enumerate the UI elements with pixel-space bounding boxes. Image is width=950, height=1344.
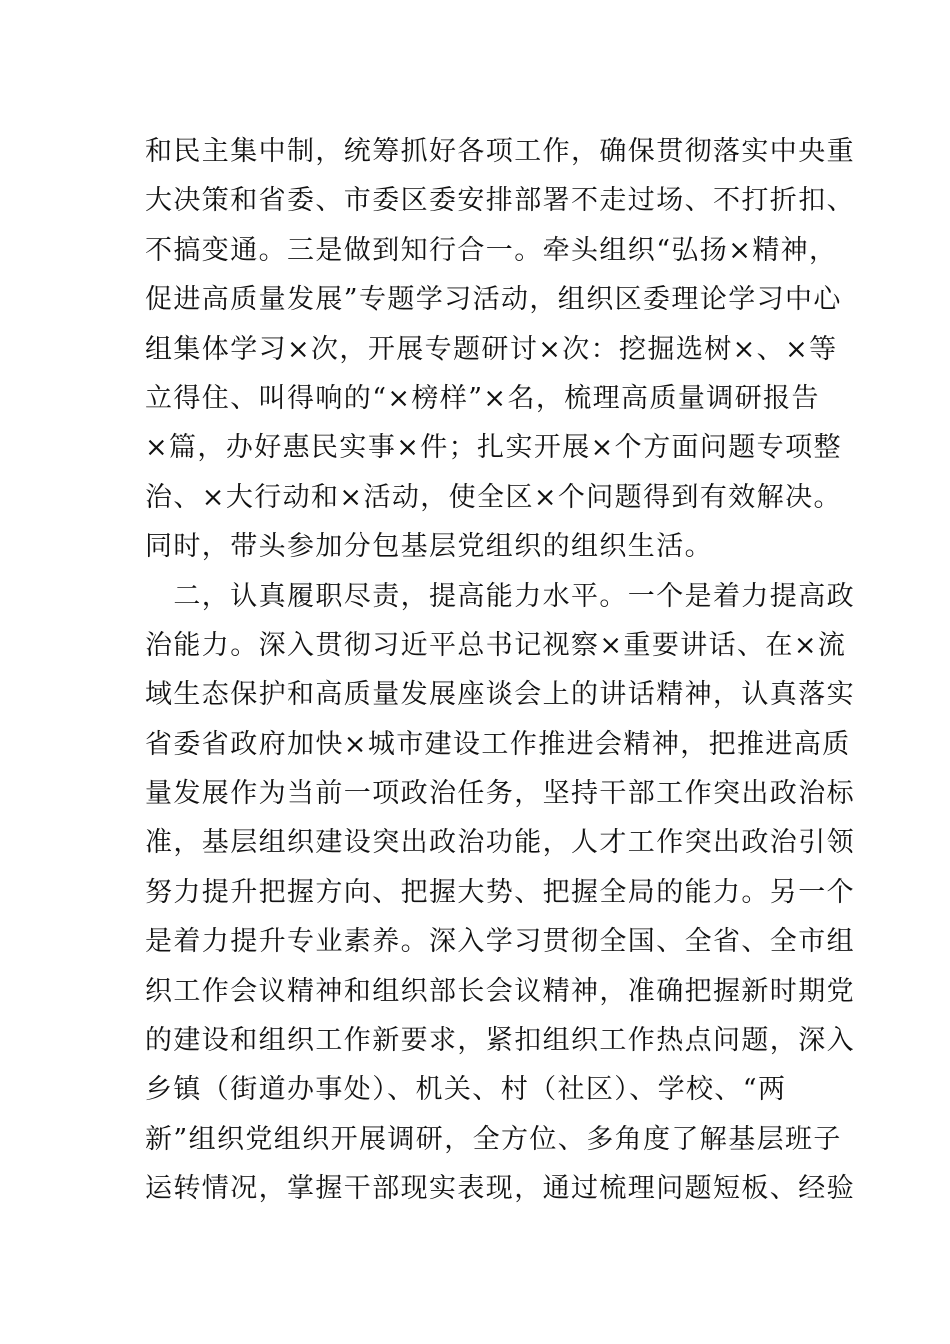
text-line: 的建设和组织工作新要求，紧扣组织工作热点问题，深入 (145, 1025, 855, 1057)
text-line: ×篇，办好惠民实事×件；扎实开展×个方面问题专项整 (145, 432, 842, 464)
text-line: 立得住、叫得响的“×榜样”×名，梳理高质量调研报告 (145, 382, 820, 414)
text-line: 和民主集中制，统筹抓好各项工作，确保贯彻落实中央重 (145, 136, 855, 167)
text-line: 不搞变通。三是做到知行合一。牵头组织“弘扬×精神， (145, 234, 838, 266)
text-line: 促进高质量发展”专题学习活动，组织区委理论学习中心 (145, 284, 842, 316)
text-line: 准，基层组织建设突出政治功能，人才工作突出政治引领 (145, 827, 855, 859)
text-line: 治、×大行动和×活动，使全区×个问题得到有效解决。 (145, 481, 842, 513)
text-line: 运转情况，掌握干部现实表现，通过梳理问题短板、经验 (145, 1173, 855, 1205)
text-line: 量发展作为当前一项政治任务，坚持干部工作突出政治标 (145, 778, 855, 810)
text-line: 努力提升把握方向、把握大势、把握全局的能力。另一个 (145, 876, 855, 908)
text-line: 组集体学习×次，开展专题研讨×次：挖掘选树×、×等 (145, 333, 838, 365)
paragraph-start-line: 二，认真履职尽责，提高能力水平。一个是着力提高政 (145, 580, 855, 612)
text-line: 织工作会议精神和组织部长会议精神，准确把握新时期党 (145, 975, 855, 1007)
text-line: 同时，带头参加分包基层党组织的组织生活。 (145, 531, 713, 563)
text-line: 治能力。深入贯彻习近平总书记视察×重要讲话、在×流 (145, 629, 847, 661)
text-line: 域生态保护和高质量发展座谈会上的讲话精神，认真落实 (145, 679, 855, 711)
body-text (145, 127, 855, 1214)
text-line: 新”组织党组织开展调研，全方位、多角度了解基层班子 (145, 1123, 842, 1155)
text-line: 乡镇（街道办事处）、机关、村（社区）、学校、“两 (145, 1074, 787, 1106)
text-line: 省委省政府加快×城市建设工作推进会精神，把推进高质 (145, 728, 851, 760)
text-line: 是着力提升专业素养。深入学习贯彻全国、全省、全市组 (145, 926, 855, 958)
text-line: 大决策和省委、市委区委安排部署不走过场、不打折扣、 (145, 185, 855, 217)
